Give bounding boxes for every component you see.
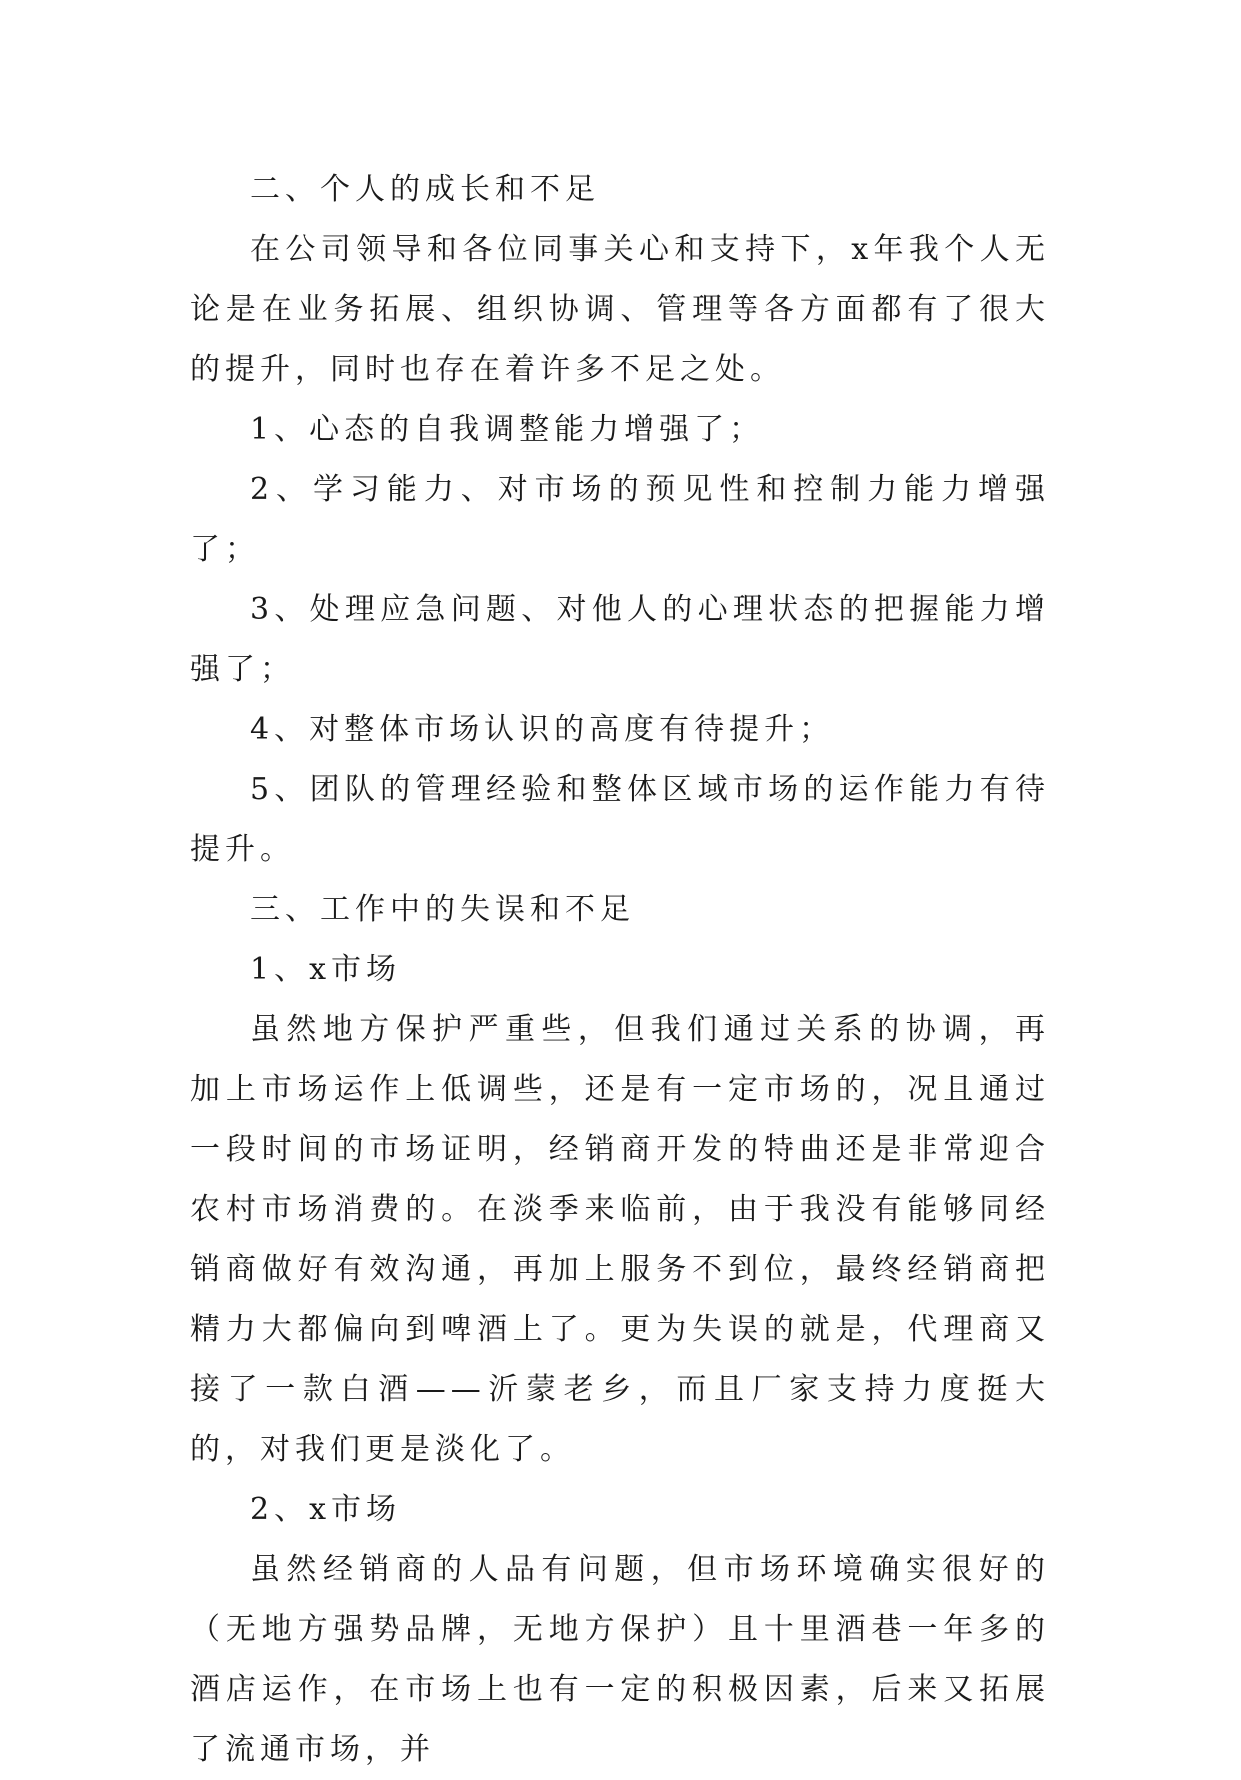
subheading-market-1: 1、x市场: [250, 952, 402, 987]
list-item-5: 5、团队的管理经验和整体区域市场的运作能力有待提升。: [190, 772, 1050, 867]
document-body: [190, 160, 1050, 1780]
list-item-3: 3、处理应急问题、对他人的心理状态的把握能力增强了；: [190, 592, 1050, 687]
section-heading-mistakes: 三、工作中的失误和不足: [250, 892, 635, 927]
list-item-1: 1、心态的自我调整能力增强了；: [250, 412, 765, 447]
list-item-2: 2、学习能力、对市场的预见性和控制力能力增强了；: [190, 472, 1050, 567]
paragraph-market-2: 虽然经销商的人品有问题，但市场环境确实很好的（无地方强势品牌，无地方保护）且十里酒巷一年多的酒店运作，在市场上也有一定的积极因素，后来又拓展了流通市场，并: [190, 1552, 1050, 1767]
paragraph-market-1: 虽然地方保护严重些，但我们通过关系的协调，再加上市场运作上低调些，还是有一定市场的，况且通过一段时间的市场证明，经销商开发的特曲还是非常迎合农村市场消费的。在淡季来临前，由于我没有能够同经销商做好有效沟通，再加上服务不到位，最终经销商把精力大都偏向到啤酒上了。更为失误的就是，代理商又接了一款白酒——沂蒙老乡，而且厂家支持力度挺大的，对我们更是淡化了。: [190, 1012, 1050, 1467]
subheading-market-2: 2、x市场: [250, 1492, 402, 1527]
paragraph-intro: 在公司领导和各位同事关心和支持下，x年我个人无论是在业务拓展、组织协调、管理等各方面都有了很大的提升，同时也存在着许多不足之处。: [190, 232, 1050, 387]
list-item-4: 4、对整体市场认识的高度有待提升；: [250, 712, 835, 747]
section-heading-growth: 二、个人的成长和不足: [250, 172, 600, 207]
